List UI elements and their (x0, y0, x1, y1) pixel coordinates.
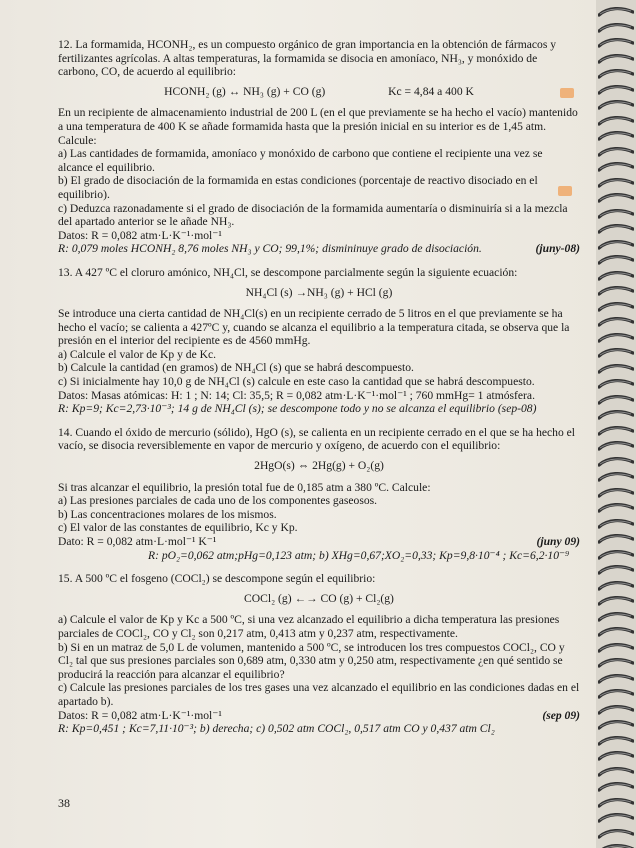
problem-14-answer: R: pO₂=0,062 atm;pHg=0,123 atm; b) XHg=0,67;XO₂=0,33; Kp=9,8·10⁻⁴ ; Kc=6,2·10⁻⁹ (148, 548, 570, 562)
binding-coil (598, 254, 634, 266)
problem-15-equation: COCl₂ (g) ←→ CO (g) + Cl₂(g) (244, 591, 394, 605)
problem-13-part-b: b) Calcule la cantidad (en gramos) de NH₄Cl (s) que se habrá descompuesto. (58, 361, 414, 375)
problem-14-equation: 2HgO(s) ⇔ 2Hg(g) + O₂(g) (254, 459, 384, 473)
binding-coil (598, 332, 634, 344)
binding-coil (598, 471, 634, 483)
problem-15 (58, 572, 580, 736)
binding-coil (598, 394, 634, 406)
problem-13 (58, 266, 580, 416)
binding-coil (598, 177, 634, 189)
binding-coil (598, 6, 634, 18)
binding-coil (598, 68, 634, 80)
binding-coil (598, 316, 634, 328)
binding-coil (598, 580, 634, 592)
equation-text: HCONH₂ (g) ↔ NH₃ (g) + CO (g) (164, 84, 326, 98)
binding-coil (598, 378, 634, 390)
problem-12-intro: 12. La formamida, HCONH₂, es un compuesto orgánico de gran importancia en la obtención de fármacos y fertilizantes agrícolas. A altas temperaturas, la formamida se disocia en amoníaco, NH₃, y monóxido de carbono, CO, de acuerdo al equilibrio: (58, 38, 557, 79)
binding-coil (598, 564, 634, 576)
binding-coil (598, 440, 634, 452)
binding-coil (598, 425, 634, 437)
binding-coil (598, 704, 634, 716)
binding-coil (598, 735, 634, 747)
binding-coil (598, 843, 634, 848)
problem-13-answer: R: Kp=9; Kc=2,73·10⁻³; 14 g de NH₄Cl (s); se descompone todo y no se alcanza el equilibrio (sep-08) (58, 402, 537, 416)
binding-coil (598, 781, 634, 793)
problem-13-data: Datos: Masas atómicas: H: 1 ; N: 14; Cl: 35,5; R = 0,082 atm·L·K⁻¹·mol⁻¹ ; 760 mmHg= 1 atmósfera. (58, 388, 535, 402)
binding-coil (598, 84, 634, 96)
binding-coil (598, 161, 634, 173)
exam-tag: (juny 09) (536, 535, 580, 548)
problem-14-part-b: b) Las concentraciones molares de los mismos. (58, 507, 277, 521)
problem-12-part-c: c) Deduzca razonadamente si el grado de disociación de la formamida aumentaría o disminuiría si a la mezcla del apartado anterior se le añade NH₃. (58, 201, 568, 229)
binding-coil (598, 502, 634, 514)
binding-coil (598, 688, 634, 700)
binding-coil (598, 812, 634, 824)
binding-coil (598, 363, 634, 375)
binding-coil (598, 797, 634, 809)
binding-coil (598, 611, 634, 623)
binding-coil (598, 456, 634, 468)
binding-coil (598, 673, 634, 685)
binding-coil (598, 828, 634, 840)
problem-12-part-b: b) El grado de disociación de la formamida en estas condiciones (porcentaje de reactivo disociado en el equilibrio). (58, 174, 538, 201)
problem-14-intro: 14. Cuando el óxido de mercurio (sólido), HgO (s), se calienta en un recipiente cerrado en el que se ha hecho el vacío, se disocia reversiblemente en vapor de mercurio y oxígeno, de acuerdo con el equilibrio: (58, 425, 576, 453)
data-text: Dato: R = 0,082 atm·L·mol⁻¹ K⁻¹ (58, 535, 217, 548)
problem-13-part-c: c) Si inicialmente hay 10,0 g de NH₄Cl (s) calcule en este caso la cantidad que se habrá descompuesto. (58, 375, 535, 389)
binding-coil (598, 239, 634, 251)
binding-coil (598, 487, 634, 499)
binding-coil (598, 657, 634, 669)
binding-coil (598, 595, 634, 607)
binding-coil (598, 409, 634, 421)
spiral-binding (596, 0, 636, 848)
binding-coil (598, 301, 634, 313)
binding-coil (598, 642, 634, 654)
problem-12-answer (58, 242, 580, 256)
binding-coil (598, 270, 634, 282)
problem-15-part-b: b) Si en un matraz de 5,0 L de volumen, mantenido a 500 ºC, se introducen los tres compuestos COCl₂, CO y Cl₂ tal que sus presiones parciales son 0,689 atm, 0,330 atm y 0,250 atm, respectivamente ¿en qué sentido se producirá la reacción para alcanzar el equilibrio? (58, 640, 565, 681)
problem-15-intro: 15. A 500 ºC el fosgeno (COCl₂) se descompone según el equilibrio: (58, 572, 376, 586)
problem-13-part-a: a) Calcule el valor de Kp y de Kc. (58, 347, 217, 361)
binding-coil (598, 208, 634, 220)
problem-14 (58, 426, 580, 562)
binding-coil (598, 533, 634, 545)
data-text: Datos: R = 0,082 atm·L·K⁻¹·mol⁻¹ (58, 708, 222, 722)
document-body (58, 38, 580, 746)
binding-coil (598, 518, 634, 530)
binding-coil (598, 750, 634, 762)
binding-coil (598, 626, 634, 638)
problem-15-data (58, 709, 580, 723)
problem-12-equation (58, 85, 580, 99)
exam-tag: (sep 09) (542, 708, 580, 722)
binding-coil (598, 223, 634, 235)
binding-coil (598, 115, 634, 127)
problem-12 (58, 38, 580, 256)
problem-15-answer: R: Kp=0,451 ; Kc=7,11·10⁻³; b) derecha; c) 0,502 atm COCl₂, 0,517 atm CO y 0,437 atm Cl₂ (58, 722, 495, 736)
binding-coil (598, 285, 634, 297)
binding-coil (598, 99, 634, 111)
problem-13-body: Se introduce una cierta cantidad de NH₄Cl(s) en un recipiente cerrado de 5 litros en el que previamente se ha hecho el vacío; se calienta a 427ºC y, cuando se alcanza el equilibrio a la temperatura citada, se observa que la presión en el interior del recipiente es de 4560 mmHg. (58, 307, 570, 348)
binding-coil (598, 130, 634, 142)
problem-13-intro: 13. A 427 ºC el cloruro amónico, NH₄Cl, se descompone parcialmente según la siguiente ecuación: (58, 265, 518, 279)
binding-coil (598, 53, 634, 65)
binding-coil (598, 37, 634, 49)
problem-14-part-a: a) Las presiones parciales de cada uno de los componentes gaseosos. (58, 494, 378, 508)
binding-coil (598, 192, 634, 204)
page-number: 38 (58, 796, 70, 810)
exam-tag: (juny-08) (535, 242, 580, 256)
problem-14-body: Si tras alcanzar el equilibrio, la presión total fue de 0,185 atm a 380 ºC. Calcule: (58, 480, 431, 494)
problem-14-part-c: c) El valor de las constantes de equilibrio, Kc y Kp. (58, 521, 298, 535)
problem-12-data: Datos: R = 0,082 atm·L·K⁻¹·mol⁻¹ (58, 228, 222, 242)
answer-text: R: 0,079 moles HCONH₂ 8,76 moles NH₃ y CO; 99,1%; dismininuye grado de disociación. (58, 242, 482, 256)
problem-14-data (58, 535, 580, 549)
binding-coil (598, 549, 634, 561)
binding-coil (598, 146, 634, 158)
binding-coil (598, 347, 634, 359)
problem-15-part-a: a) Calcule el valor de Kp y Kc a 500 ºC, si una vez alcanzado el equilibrio a dicha temperatura las presiones parciales de COCl₂, CO y Cl₂ son 0,217 atm, 0,413 atm y 0,237 atm, respectivamente. (58, 613, 560, 640)
equation-constant: Kc = 4,84 a 400 K (388, 84, 474, 98)
problem-13-equation: NH₄Cl (s) →NH₃ (g) + HCl (g) (245, 285, 393, 299)
problem-15-part-c: c) Calcule las presiones parciales de los tres gases una vez alcanzado el equilibrio en las condiciones dadas en el apartado b). (58, 681, 580, 708)
binding-coil (598, 766, 634, 778)
binding-coil (598, 719, 634, 731)
problem-12-body: En un recipiente de almacenamiento industrial de 200 L (en el que previamente se ha hecho el vacío) mantenido a una temperatura de 400 K se añade formamida hasta que la presión inicial en su interior es de 1,45 atm. Calcule: (58, 106, 578, 147)
problem-12-part-a: a) Las cantidades de formamida, amoníaco y monóxido de carbono que contiene el recipiente una vez se alcance el equilibrio. (58, 147, 543, 174)
binding-coil (598, 22, 634, 34)
